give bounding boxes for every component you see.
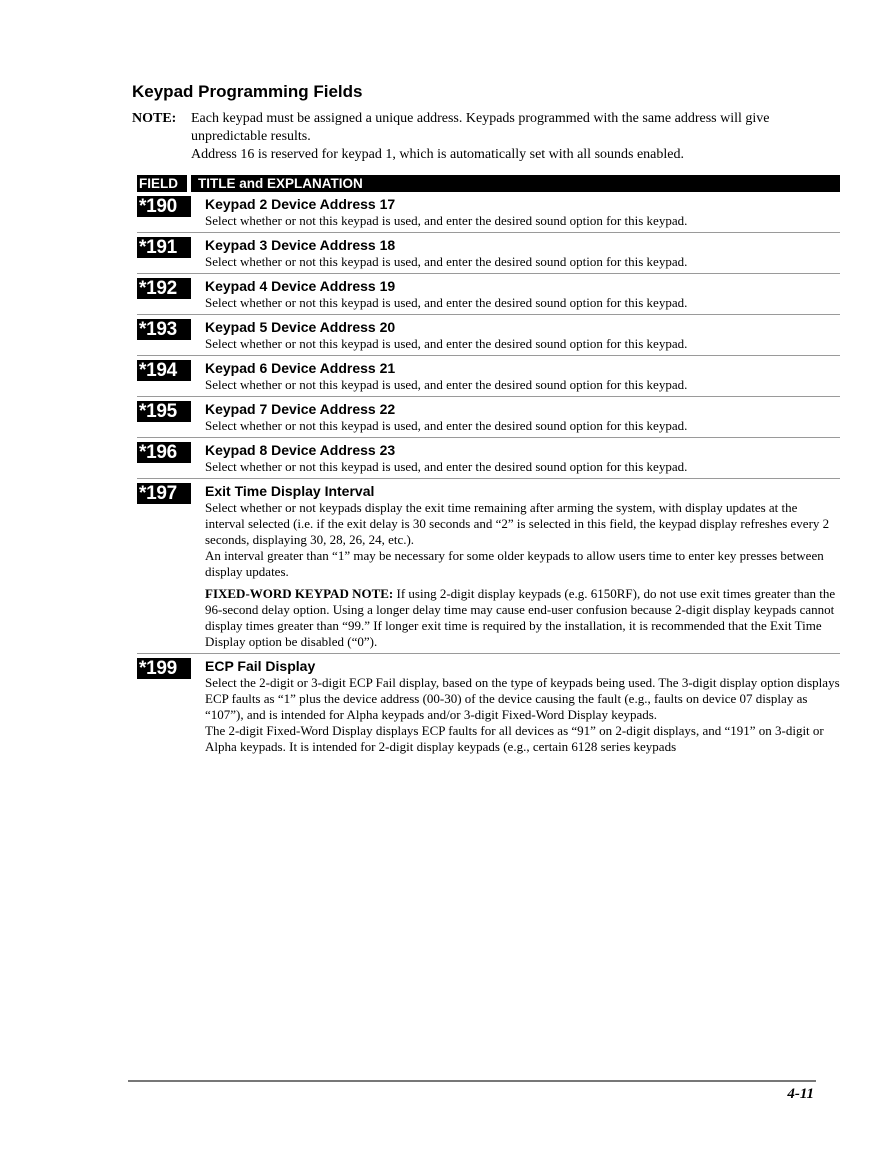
row-title: Keypad 2 Device Address 17 [205,196,396,212]
field-number: *197 [137,483,191,504]
fields-table [137,175,840,758]
fixed-word-note-text: If using 2-digit display keypads (e.g. 6150RF), do not use exit times greater than the 96-second delay option. Using a longer delay time may cause end-user confusion because 2-digit display keypads cannot display times greater than “99.” If longer exit time is required by the installation, it is recommended that the Exit Time Display option be disabled (“0”). [205,586,836,649]
footer-rule [128,1080,816,1082]
field-number: *194 [137,360,191,381]
row-title: Exit Time Display Interval [205,483,375,499]
table-row [137,315,840,356]
fixed-word-note-label: FIXED-WORD KEYPAD NOTE: [205,586,394,601]
note-body [191,110,832,164]
row-description: Select whether or not this keypad is used, and enter the desired sound option for this keypad. [205,459,688,474]
table-row [137,654,840,758]
row-title: Keypad 6 Device Address 21 [205,360,396,376]
field-number: *199 [137,658,191,679]
field-number: *191 [137,237,191,258]
row-title: Keypad 4 Device Address 19 [205,278,396,294]
table-row [137,192,840,233]
row-description-extra: The 2-digit Fixed-Word Display displays ECP faults for all devices as “91” on 2-digit displays, and “191” on 3-digit or Alpha keypads. It is intended for 2-digit display keypads (e.g., certain 6128 series keypads [205,723,824,754]
row-title: Keypad 3 Device Address 18 [205,237,396,253]
row-title: Keypad 8 Device Address 23 [205,442,396,458]
row-description: Select the 2-digit or 3-digit ECP Fail display, based on the type of keypads being used. The 3-digit display option displays ECP faults as “1” plus the device address (00-30) of the device causing the fault (e.g., faults on device 07 display as “107”), and is intended for Alpha keypads and/or 3-digit Fixed-Word Display keypads. [205,675,840,722]
field-number: *192 [137,278,191,299]
note-label: NOTE: [132,111,177,126]
page-number: 4-11 [787,1086,814,1102]
row-title: Keypad 7 Device Address 22 [205,401,396,417]
table-row [137,274,840,315]
field-number: *196 [137,442,191,463]
row-description: Select whether or not this keypad is used, and enter the desired sound option for this keypad. [205,295,688,310]
header-title: TITLE and EXPLANATION [198,176,363,191]
row-title: ECP Fail Display [205,658,316,674]
table-row [137,479,840,654]
table-row [137,233,840,274]
header-field: FIELD [137,175,191,192]
row-description: Select whether or not this keypad is used, and enter the desired sound option for this keypad. [205,254,688,269]
table-row [137,397,840,438]
note-line: Each keypad must be assigned a unique address. Keypads programmed with the same address will give unpredictable results. [191,111,770,144]
table-row [137,356,840,397]
field-number: *195 [137,401,191,422]
fixed-word-note [205,586,840,650]
note-line: Address 16 is reserved for keypad 1, which is automatically set with all sounds enabled. [191,147,684,162]
row-description: Select whether or not this keypad is used, and enter the desired sound option for this keypad. [205,213,688,228]
row-description-extra: An interval greater than “1” may be necessary for some older keypads to allow users time to enter key presses between display updates. [205,548,824,579]
row-title: Keypad 5 Device Address 20 [205,319,396,335]
table-header [137,175,840,192]
table-row [137,438,840,479]
row-description: Select whether or not this keypad is used, and enter the desired sound option for this keypad. [205,377,688,392]
field-number: *193 [137,319,191,340]
row-description: Select whether or not this keypad is used, and enter the desired sound option for this keypad. [205,418,688,433]
row-description: Select whether or not keypads display the exit time remaining after arming the system, with display updates at the interval selected (i.e. if the exit delay is 30 seconds and “2” is selected in this field, the keypad display refreshes every 2 seconds, displaying 30, 28, 26, 24, etc.). [205,500,830,547]
section-title: Keypad Programming Fields [132,82,363,101]
field-number: *190 [137,196,191,217]
row-description: Select whether or not this keypad is used, and enter the desired sound option for this keypad. [205,336,688,351]
note-block [132,110,832,164]
